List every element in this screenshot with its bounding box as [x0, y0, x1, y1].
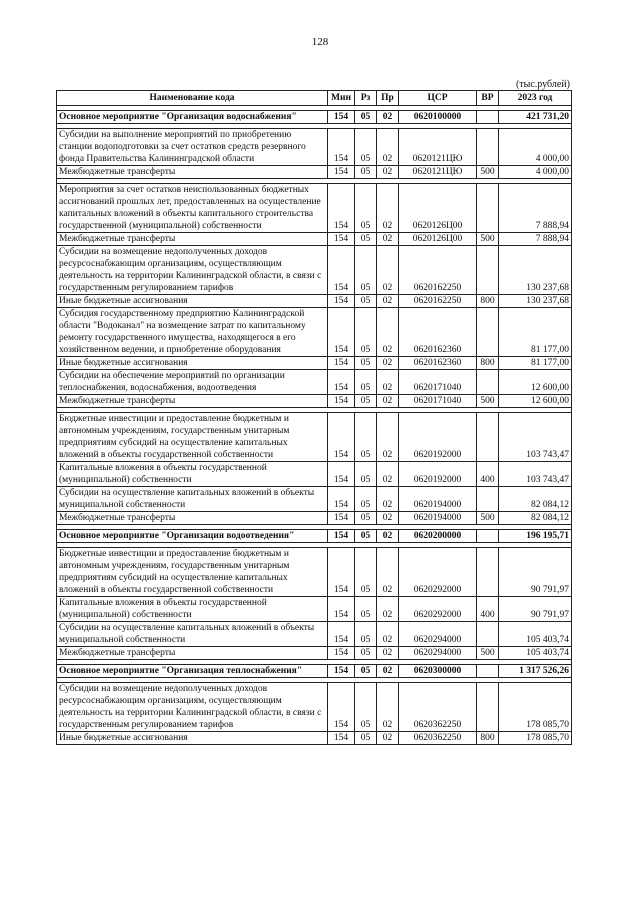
cell-sum: 82 084,12 — [499, 512, 572, 525]
table-row — [57, 647, 572, 660]
cell-rz: 05 — [355, 413, 377, 462]
cell-vr — [477, 370, 499, 395]
cell-sum: 4 000,00 — [499, 166, 572, 179]
cell-min: 154 — [328, 413, 355, 462]
cell-vr — [477, 184, 499, 233]
cell-sum: 103 743,47 — [499, 462, 572, 487]
cell-sum: 82 084,12 — [499, 487, 572, 512]
cell-rz: 05 — [355, 530, 377, 543]
cell-csr: 0620121ЦЮ — [399, 129, 477, 166]
cell-vr — [477, 548, 499, 597]
header-csr: ЦСР — [399, 91, 477, 106]
cell-name: Капитальные вложения в объекты государственной (муниципальной) собственности — [57, 597, 328, 622]
cell-min: 154 — [328, 129, 355, 166]
cell-pr: 02 — [377, 512, 399, 525]
cell-sum: 7 888,94 — [499, 233, 572, 246]
cell-min: 154 — [328, 732, 355, 745]
cell-sum: 196 195,71 — [499, 530, 572, 543]
cell-min: 154 — [328, 622, 355, 647]
table-row — [57, 166, 572, 179]
cell-pr: 02 — [377, 370, 399, 395]
cell-rz: 05 — [355, 622, 377, 647]
units-label: (тыс.рублей) — [515, 79, 570, 90]
cell-vr — [477, 622, 499, 647]
cell-vr — [477, 530, 499, 543]
cell-name: Субсидии на возмещение недополученных доходов ресурсоснабжающим организациям, осуществляющим деятельность на территории Калининградской области, в связи с государственным регулированием тарифов — [57, 246, 328, 295]
cell-pr: 02 — [377, 683, 399, 732]
cell-csr: 0620362250 — [399, 683, 477, 732]
cell-pr: 02 — [377, 357, 399, 370]
cell-csr: 0620192000 — [399, 462, 477, 487]
cell-rz: 05 — [355, 597, 377, 622]
cell-name: Капитальные вложения в объекты государственной (муниципальной) собственности — [57, 462, 328, 487]
cell-pr: 02 — [377, 732, 399, 745]
cell-min: 154 — [328, 308, 355, 357]
cell-vr: 500 — [477, 233, 499, 246]
cell-vr — [477, 246, 499, 295]
cell-csr: 0620362250 — [399, 732, 477, 745]
cell-name: Иные бюджетные ассигнования — [57, 732, 328, 745]
cell-pr: 02 — [377, 395, 399, 408]
cell-rz: 05 — [355, 111, 377, 124]
cell-min: 154 — [328, 597, 355, 622]
cell-min: 154 — [328, 233, 355, 246]
table-row-main-event — [57, 530, 572, 543]
cell-vr: 500 — [477, 166, 499, 179]
cell-vr: 500 — [477, 395, 499, 408]
cell-vr: 800 — [477, 732, 499, 745]
table-row — [57, 357, 572, 370]
cell-rz: 05 — [355, 548, 377, 597]
cell-name: Межбюджетные трансферты — [57, 395, 328, 408]
cell-rz: 05 — [355, 665, 377, 678]
header-sum: 2023 год — [499, 91, 572, 106]
cell-min: 154 — [328, 487, 355, 512]
cell-rz: 05 — [355, 184, 377, 233]
header-vr: ВР — [477, 91, 499, 106]
cell-pr: 02 — [377, 597, 399, 622]
table-row — [57, 512, 572, 525]
cell-pr: 02 — [377, 548, 399, 597]
table-row — [57, 462, 572, 487]
cell-vr — [477, 111, 499, 124]
cell-csr: 0620171040 — [399, 370, 477, 395]
cell-vr: 500 — [477, 512, 499, 525]
cell-name: Иные бюджетные ассигнования — [57, 295, 328, 308]
table-row — [57, 395, 572, 408]
cell-name: Субсидии на выполнение мероприятий по приобретению станции водоподготовки за счет остатков средств резервного фонда Правительства Калининградской области — [57, 129, 328, 166]
cell-rz: 05 — [355, 647, 377, 660]
cell-min: 154 — [328, 111, 355, 124]
cell-rz: 05 — [355, 357, 377, 370]
cell-csr: 0620121ЦЮ — [399, 166, 477, 179]
budget-table — [56, 90, 572, 745]
table-row — [57, 683, 572, 732]
cell-csr: 0620194000 — [399, 512, 477, 525]
cell-vr: 400 — [477, 597, 499, 622]
cell-vr — [477, 683, 499, 732]
table-row — [57, 370, 572, 395]
cell-name: Основное мероприятие "Организация водоотведения" — [57, 530, 328, 543]
cell-rz: 05 — [355, 683, 377, 732]
cell-csr: 0620162250 — [399, 246, 477, 295]
cell-sum: 81 177,00 — [499, 308, 572, 357]
table-row — [57, 233, 572, 246]
cell-rz: 05 — [355, 732, 377, 745]
cell-sum: 12 600,00 — [499, 370, 572, 395]
cell-sum: 4 000,00 — [499, 129, 572, 166]
header-name: Наименование кода — [57, 91, 328, 106]
cell-min: 154 — [328, 647, 355, 660]
cell-name: Основное мероприятие "Организация водоснабжения" — [57, 111, 328, 124]
cell-min: 154 — [328, 395, 355, 408]
cell-vr — [477, 129, 499, 166]
table-row-main-event — [57, 665, 572, 678]
cell-name: Субсидии на возмещение недополученных доходов ресурсоснабжающим организациям, осуществляющим деятельность на территории Калининградской области, в связи с государственным регулированием тарифов — [57, 683, 328, 732]
cell-name: Мероприятия за счет остатков неиспользованных бюджетных ассигнований прошлых лет, предоставленных на осуществление капитальных вложений в объекты капитального строительства государственной (муниципальной) собственности — [57, 184, 328, 233]
cell-csr: 0620292000 — [399, 597, 477, 622]
cell-vr: 400 — [477, 462, 499, 487]
cell-name: Субсидии на осуществление капитальных вложений в объекты муниципальной собственности — [57, 487, 328, 512]
cell-sum: 90 791,97 — [499, 597, 572, 622]
page-number: 128 — [311, 36, 329, 48]
cell-csr: 0620192000 — [399, 413, 477, 462]
cell-vr: 500 — [477, 647, 499, 660]
cell-min: 154 — [328, 357, 355, 370]
cell-min: 154 — [328, 512, 355, 525]
cell-rz: 05 — [355, 512, 377, 525]
cell-pr: 02 — [377, 166, 399, 179]
cell-vr: 800 — [477, 357, 499, 370]
cell-min: 154 — [328, 530, 355, 543]
cell-min: 154 — [328, 295, 355, 308]
table-row — [57, 246, 572, 295]
table-row — [57, 487, 572, 512]
cell-rz: 05 — [355, 395, 377, 408]
cell-pr: 02 — [377, 622, 399, 647]
cell-name: Межбюджетные трансферты — [57, 512, 328, 525]
table-body — [57, 106, 572, 745]
cell-pr: 02 — [377, 129, 399, 166]
cell-rz: 05 — [355, 166, 377, 179]
cell-vr — [477, 665, 499, 678]
table-row — [57, 295, 572, 308]
table-row — [57, 184, 572, 233]
table-row — [57, 548, 572, 597]
cell-rz: 05 — [355, 246, 377, 295]
cell-sum: 130 237,68 — [499, 246, 572, 295]
cell-sum: 103 743,47 — [499, 413, 572, 462]
cell-min: 154 — [328, 548, 355, 597]
table-row-main-event — [57, 111, 572, 124]
cell-sum: 12 600,00 — [499, 395, 572, 408]
cell-name: Основное мероприятие "Организация теплоснабжения" — [57, 665, 328, 678]
cell-pr: 02 — [377, 295, 399, 308]
table-row — [57, 622, 572, 647]
cell-csr: 0620162250 — [399, 295, 477, 308]
cell-csr: 0620294000 — [399, 647, 477, 660]
cell-csr: 0620292000 — [399, 548, 477, 597]
cell-rz: 05 — [355, 129, 377, 166]
cell-csr: 0620294000 — [399, 622, 477, 647]
cell-min: 154 — [328, 683, 355, 732]
cell-name: Субсидии на обеспечение мероприятий по организации теплоснабжения, водоснабжения, водоотведения — [57, 370, 328, 395]
cell-csr: 0620171040 — [399, 395, 477, 408]
cell-pr: 02 — [377, 184, 399, 233]
cell-name: Иные бюджетные ассигнования — [57, 357, 328, 370]
cell-pr: 02 — [377, 308, 399, 357]
cell-pr: 02 — [377, 487, 399, 512]
header-rz: Рз — [355, 91, 377, 106]
cell-min: 154 — [328, 462, 355, 487]
cell-vr — [477, 413, 499, 462]
table-row — [57, 597, 572, 622]
table-row — [57, 732, 572, 745]
cell-pr: 02 — [377, 530, 399, 543]
cell-sum: 178 085,70 — [499, 683, 572, 732]
cell-rz: 05 — [355, 308, 377, 357]
cell-name: Межбюджетные трансферты — [57, 647, 328, 660]
header-pr: Пр — [377, 91, 399, 106]
table-row — [57, 308, 572, 357]
cell-sum: 90 791,97 — [499, 548, 572, 597]
cell-min: 154 — [328, 370, 355, 395]
cell-name: Субсидия государственному предприятию Калининградской области "Водоканал" на возмещение затрат по капитальному ремонту государственного имущества, находящегося в его хозяйственном ведении, и приобретение оборудования — [57, 308, 328, 357]
cell-rz: 05 — [355, 233, 377, 246]
cell-min: 154 — [328, 246, 355, 295]
cell-sum: 105 403,74 — [499, 622, 572, 647]
cell-rz: 05 — [355, 462, 377, 487]
cell-sum: 421 731,20 — [499, 111, 572, 124]
table-row — [57, 129, 572, 166]
cell-min: 154 — [328, 184, 355, 233]
cell-vr: 800 — [477, 295, 499, 308]
cell-csr: 0620126Ц00 — [399, 184, 477, 233]
table-header-row — [57, 91, 572, 106]
cell-min: 154 — [328, 166, 355, 179]
cell-csr: 0620194000 — [399, 487, 477, 512]
cell-pr: 02 — [377, 647, 399, 660]
cell-min: 154 — [328, 665, 355, 678]
header-min: Мин — [328, 91, 355, 106]
cell-sum: 105 403,74 — [499, 647, 572, 660]
cell-name: Субсидии на осуществление капитальных вложений в объекты муниципальной собственности — [57, 622, 328, 647]
cell-rz: 05 — [355, 295, 377, 308]
cell-csr: 0620162360 — [399, 357, 477, 370]
cell-sum: 130 237,68 — [499, 295, 572, 308]
cell-csr: 0620300000 — [399, 665, 477, 678]
cell-csr: 0620100000 — [399, 111, 477, 124]
cell-name: Межбюджетные трансферты — [57, 166, 328, 179]
cell-pr: 02 — [377, 246, 399, 295]
cell-name: Бюджетные инвестиции и предоставление бюджетным и автономным учреждениям, государственным унитарным предприятиям субсидий на осуществление капитальных вложений в объекты государственной собственности — [57, 413, 328, 462]
cell-csr: 0620162360 — [399, 308, 477, 357]
cell-pr: 02 — [377, 111, 399, 124]
cell-pr: 02 — [377, 413, 399, 462]
cell-sum: 178 085,70 — [499, 732, 572, 745]
cell-csr: 0620126Ц00 — [399, 233, 477, 246]
cell-pr: 02 — [377, 665, 399, 678]
cell-pr: 02 — [377, 462, 399, 487]
cell-sum: 7 888,94 — [499, 184, 572, 233]
cell-vr — [477, 487, 499, 512]
cell-csr: 0620200000 — [399, 530, 477, 543]
table-row — [57, 413, 572, 462]
cell-name: Межбюджетные трансферты — [57, 233, 328, 246]
cell-rz: 05 — [355, 370, 377, 395]
cell-rz: 05 — [355, 487, 377, 512]
cell-name: Бюджетные инвестиции и предоставление бюджетным и автономным учреждениям, государственным унитарным предприятиям субсидий на осуществление капитальных вложений в объекты государственной собственности — [57, 548, 328, 597]
cell-sum: 1 317 526,26 — [499, 665, 572, 678]
cell-vr — [477, 308, 499, 357]
cell-sum: 81 177,00 — [499, 357, 572, 370]
cell-pr: 02 — [377, 233, 399, 246]
